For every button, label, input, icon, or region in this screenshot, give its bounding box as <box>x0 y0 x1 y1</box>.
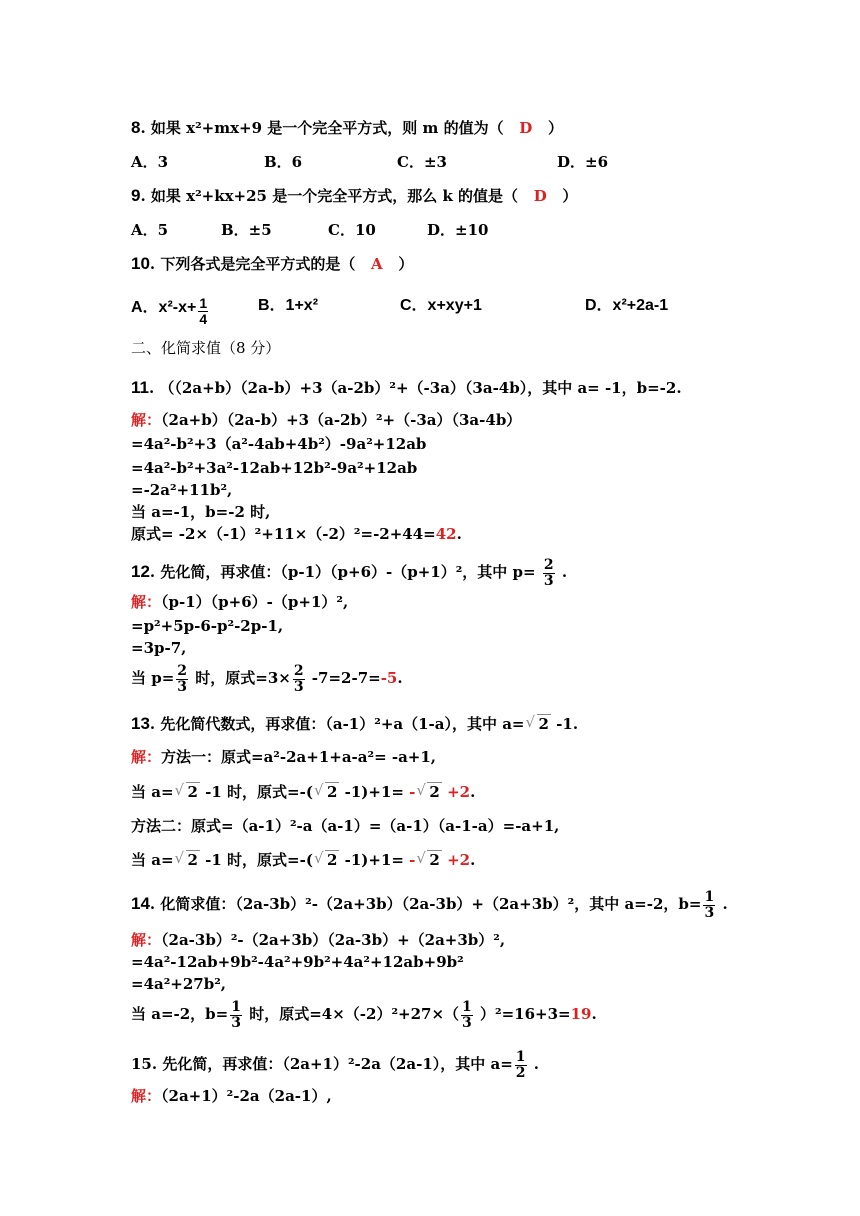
option-c: C．x+xy+1 <box>400 297 482 314</box>
option-b: B．±5 <box>221 221 272 239</box>
sqrt <box>315 850 339 870</box>
solution-text: （2a+1）²-2a（2a-1）, <box>161 1087 332 1105</box>
question-number: 10 <box>131 254 150 273</box>
sqrt <box>527 714 551 734</box>
sqrt <box>417 850 441 870</box>
solution-text: （2a-3b）²-（2a+3b）（2a-3b）+（2a+3b）², <box>161 931 506 949</box>
option-c: C．10 <box>328 221 376 239</box>
sqrt <box>176 850 200 870</box>
answer: D <box>519 119 533 137</box>
question-10 <box>131 254 413 274</box>
solution-15-line-1 <box>131 1086 332 1106</box>
radicand: 2 <box>538 715 549 733</box>
solution-11-line-3: =4a²-b²+3a²-12ab+12b²-9a²+12ab <box>131 459 418 477</box>
period: . <box>533 1055 539 1073</box>
fraction-numerator: 1 <box>515 1048 526 1065</box>
question-text: . 先化简，再求值：（p-1）（p+6）-（p+1）²，其中 p= <box>149 563 536 581</box>
fraction-denominator: 3 <box>231 1014 241 1031</box>
question-text: . 先化简代数式，再求值：（a-1）²+a（1-a），其中 a= <box>149 715 525 733</box>
question-text: . 如果 x²+mx+9 是一个完全平方式，则 m 的值为（ <box>140 119 504 137</box>
period: . <box>722 895 728 913</box>
question-9 <box>131 186 577 206</box>
jie-label: 解： <box>131 593 162 611</box>
solution-text: 方法一：原式=a²-2a+1+a-a²= -a+1, <box>161 748 437 766</box>
question-tail: -1. <box>550 715 579 733</box>
solution-11-line-2: =4a²-b²+3（a²-4ab+4b²）-9a²+12ab <box>131 435 427 453</box>
jie-label: 解： <box>131 411 162 429</box>
result: 19 <box>570 1005 592 1023</box>
fraction-numerator: 2 <box>293 662 304 679</box>
fraction <box>176 664 188 695</box>
answer: D <box>533 187 547 205</box>
solution-text: -1 时，原式=-( <box>199 783 313 801</box>
jie-label: 解： <box>131 748 162 766</box>
options-9 <box>0 220 860 240</box>
solution-12-line-2: =p²+5p-6-p²-2p-1, <box>131 617 284 635</box>
radicand: 2 <box>187 783 198 801</box>
fraction-denominator: 3 <box>704 904 715 921</box>
solution-text: -1 时，原式=-( <box>199 851 313 869</box>
solution-text: -7=2-7= <box>306 669 381 687</box>
question-13 <box>131 714 578 734</box>
fraction <box>461 1000 473 1031</box>
fraction <box>198 296 208 327</box>
solution-13-line-1 <box>131 747 436 767</box>
solution-11-line-5: 当 a=-1，b=-2 时, <box>131 503 271 521</box>
question-number: 14 <box>131 894 150 913</box>
result-sign: - <box>409 851 416 869</box>
solution-13-method-2: 方法二：原式=（a-1）²-a（a-1）=（a-1）（a-1-a）=-a+1, <box>131 817 560 835</box>
options-10 <box>0 288 860 328</box>
solution-text: -1)+1= <box>339 783 410 801</box>
solution-text: 当 a= <box>131 783 174 801</box>
solution-text: -1)+1= <box>339 851 410 869</box>
section-heading: 二、化简求值（8 分） <box>131 339 281 357</box>
fraction-numerator: 2 <box>543 556 554 573</box>
period: . <box>397 669 403 687</box>
question-14 <box>131 886 728 922</box>
radicand: 2 <box>187 851 198 869</box>
fraction <box>230 1000 242 1031</box>
fraction-numerator: 1 <box>199 295 208 311</box>
solution-text: 当 p= <box>131 669 175 687</box>
option-a <box>131 296 210 327</box>
result: +2 <box>441 851 471 869</box>
jie-label: 解： <box>131 1087 162 1105</box>
question-text: . （（2a+b）（2a-b）+3（a-2b）²+（-3a）（3a-4b），其中 a= -1，b=-2. <box>148 379 682 397</box>
solution-text: ）²=16+3= <box>474 1005 571 1023</box>
solution-text: 时，原式=3× <box>190 669 291 687</box>
answer: A <box>371 255 383 273</box>
option-a: A．3 <box>131 153 169 171</box>
fraction-denominator: 2 <box>515 1064 526 1081</box>
fraction-denominator: 3 <box>293 678 304 695</box>
option-d: D．±10 <box>427 221 489 239</box>
paren-close: ） <box>547 119 563 137</box>
sqrt <box>315 782 339 802</box>
question-number: 8 <box>131 118 141 137</box>
period: . <box>456 525 462 543</box>
solution-text: 当 a=-2，b= <box>131 1005 229 1023</box>
fraction-denominator: 3 <box>543 572 554 589</box>
solution-11-line-4: =-2a²+11b², <box>131 481 233 499</box>
paren-close: ） <box>398 255 414 273</box>
fraction-numerator: 1 <box>231 998 241 1015</box>
fraction <box>515 1050 527 1081</box>
fraction <box>543 558 555 589</box>
radicand: 2 <box>429 851 440 869</box>
question-text: . 先化简，再求值：（2a+1）²-2a（2a-1），其中 a= <box>151 1055 513 1073</box>
fraction <box>703 890 715 921</box>
solution-14-line-2: =4a²-12ab+9b²-4a²+9b²+4a²+12ab+9b² <box>131 953 464 971</box>
solution-text: （2a+b）（2a-b）+3（a-2b）²+（-3a）（3a-4b） <box>161 411 522 429</box>
solution-14-line-3: =4a²+27b², <box>131 975 227 993</box>
paren-close: ） <box>562 187 578 205</box>
fraction-numerator: 2 <box>177 662 188 679</box>
radicand: 2 <box>429 783 440 801</box>
fraction-denominator: 3 <box>177 678 188 695</box>
question-12 <box>131 554 567 590</box>
result: 42 <box>435 525 457 543</box>
radicand: 2 <box>326 851 338 869</box>
solution-11-line-6 <box>131 524 462 544</box>
solution-12-line-3: =3p-7, <box>131 639 187 657</box>
question-text: . 化简求值：（2a-3b）²-（2a+3b）（2a-3b）+（2a+3b）²，其中 a=-2，b= <box>149 895 702 913</box>
question-number: 15 <box>131 1055 152 1073</box>
solution-text: （p-1）（p+6）-（p+1）², <box>161 593 349 611</box>
solution-11-line-1 <box>131 410 521 430</box>
option-a-text: A．x²-x+ <box>131 299 197 316</box>
option-a: A．5 <box>131 221 169 239</box>
solution-14-line-4 <box>131 996 597 1032</box>
question-11 <box>131 378 682 398</box>
solution-14-line-1 <box>131 930 505 950</box>
fraction-numerator: 1 <box>462 998 472 1015</box>
question-number: 13 <box>131 714 150 733</box>
question-number: 11 <box>131 378 149 397</box>
option-c: C．±3 <box>397 153 447 171</box>
fraction-numerator: 1 <box>704 888 715 905</box>
question-8 <box>131 118 563 138</box>
result-sign: - <box>409 783 416 801</box>
sqrt <box>417 782 441 802</box>
options-8 <box>0 152 860 172</box>
question-text: . 如果 x²+kx+25 是一个完全平方式，那么 k 的值是（ <box>140 187 519 205</box>
fraction-denominator: 4 <box>199 311 208 327</box>
solution-text: 时，原式=4×（-2）²+27×（ <box>243 1005 460 1023</box>
question-text: . 下列各式是完全平方式的是（ <box>149 255 356 273</box>
question-15 <box>131 1046 539 1082</box>
solution-12-line-4 <box>131 660 403 696</box>
solution-13-line-2: 当 a=√ 2 -1 时，原式=-(√ 2 -1)+1= -√ 2 +2. <box>131 782 475 802</box>
fraction-denominator: 3 <box>462 1014 472 1031</box>
result: -5 <box>380 669 398 687</box>
radicand: 2 <box>326 783 338 801</box>
period: . <box>591 1005 597 1023</box>
result: +2 <box>441 783 471 801</box>
option-b: B．6 <box>264 153 303 171</box>
solution-13-line-4: 当 a=√ 2 -1 时，原式=-(√ 2 -1)+1= -√ 2 +2. <box>131 850 475 870</box>
solution-text: 当 a= <box>131 851 174 869</box>
fraction <box>293 664 305 695</box>
option-d: D．±6 <box>557 153 609 171</box>
solution-text: 原式= -2×（-1）²+11×（-2）²=-2+44= <box>131 525 436 543</box>
option-b: B．1+x² <box>258 297 319 314</box>
question-number: 9 <box>131 186 141 205</box>
option-d: D．x²+2a-1 <box>585 297 669 314</box>
solution-12-line-1 <box>131 592 348 612</box>
sqrt <box>176 782 200 802</box>
question-number: 12 <box>131 562 150 581</box>
jie-label: 解： <box>131 931 162 949</box>
period: . <box>561 563 568 581</box>
